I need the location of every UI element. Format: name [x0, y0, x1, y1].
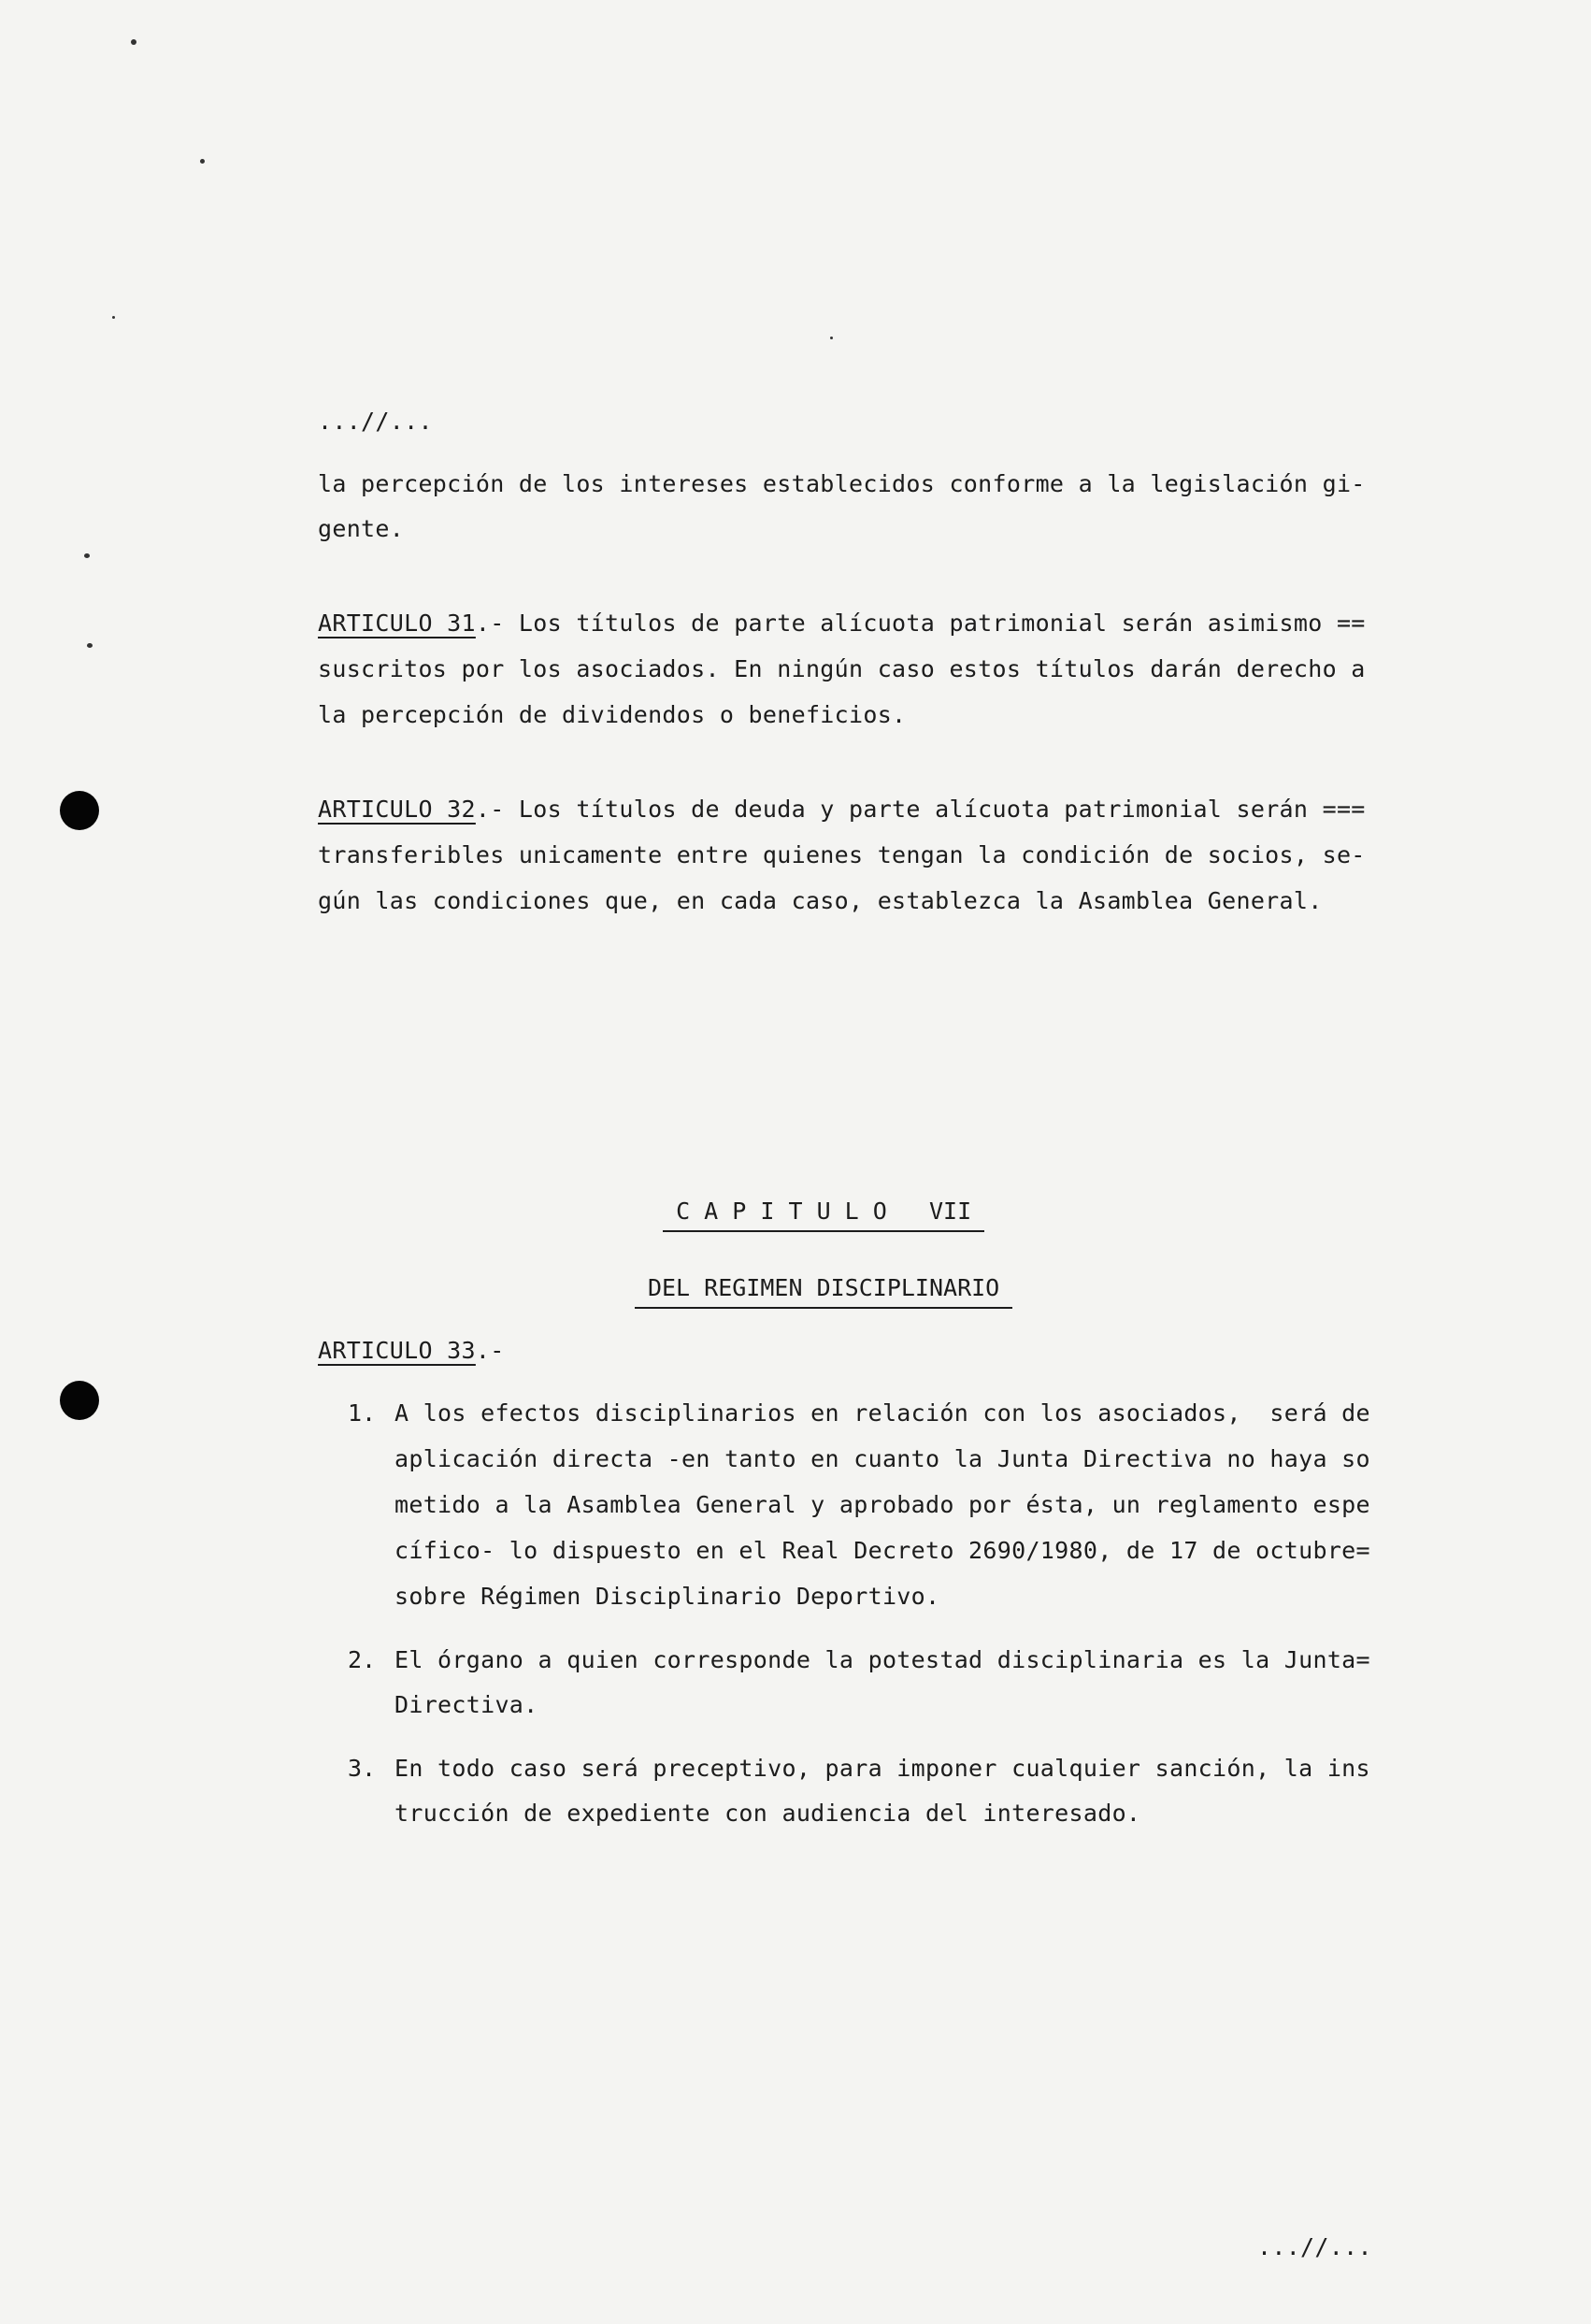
scan-speck: [84, 553, 90, 558]
list-item-number: 3.: [348, 1755, 377, 1782]
chapter-title: [0, 1169, 1591, 1254]
articulo-33-label: ARTICULO 33: [318, 1337, 476, 1364]
scan-speck: [87, 643, 93, 648]
list-item-line: En todo caso será preceptivo, para imponer cualquier sanción, la ins: [394, 1755, 1370, 1782]
list-item-line: aplicación directa -en tanto en cuanto la Junta Directiva no haya so: [394, 1445, 1370, 1472]
chapter-subtitle: [0, 1246, 1591, 1330]
list-item-line: Directiva.: [394, 1691, 538, 1718]
list-item-number: 1.: [348, 1399, 377, 1427]
articulo-31-line: la percepción de dividendos o beneficios.: [318, 701, 907, 728]
header-continuation: ...//...: [318, 408, 433, 435]
articulo-31-label: ARTICULO 31: [318, 610, 476, 637]
footer-continuation: ...//...: [1257, 2233, 1372, 2260]
list-item-number: 2.: [348, 1646, 377, 1673]
articulo-32-label: ARTICULO 32: [318, 796, 476, 823]
punch-hole-top: [60, 791, 99, 830]
articulo-32-text: .- Los títulos de deuda y parte alícuota patrimonial serán ===: [475, 796, 1366, 823]
scan-speck: [200, 159, 205, 164]
list-item-line: metido a la Asamblea General y aprobado por ésta, un reglamento espe: [394, 1491, 1370, 1518]
intro-line: gente.: [318, 515, 405, 542]
articulo-31-text: .- Los títulos de parte alícuota patrimonial serán asimismo ==: [475, 610, 1366, 637]
chapter-title-text: C A P I T U L O VII: [663, 1198, 984, 1232]
list-item-line: A los efectos disciplinarios en relación con los asociados, será de: [394, 1399, 1370, 1427]
list-item-line: trucción de expediente con audiencia del interesado.: [394, 1800, 1141, 1827]
scan-speck: [112, 316, 115, 319]
list-item-line: sobre Régimen Disciplinario Deportivo.: [394, 1583, 940, 1610]
chapter-subtitle-text: DEL REGIMEN DISCIPLINARIO: [635, 1274, 1012, 1309]
articulo-32-line: gún las condiciones que, en cada caso, establezca la Asamblea General.: [318, 887, 1323, 914]
list-item-line: El órgano a quien corresponde la potestad disciplinaria es la Junta=: [394, 1646, 1370, 1673]
scan-speck: [830, 337, 833, 339]
punch-hole-bottom: [60, 1381, 99, 1420]
articulo-33-heading: [318, 1337, 505, 1365]
articulo-32-line: transferibles unicamente entre quienes tengan la condición de socios, se-: [318, 841, 1366, 868]
intro-line: la percepción de los intereses establecidos conforme a la legislación gi-: [318, 470, 1366, 497]
articulo-31-line: suscritos por los asociados. En ningún caso estos títulos darán derecho a: [318, 655, 1366, 682]
list-item-line: cífico- lo dispuesto en el Real Decreto 2690/1980, de 17 de octubre=: [394, 1537, 1370, 1564]
articulo-32-line: [318, 796, 1366, 824]
scan-speck: [131, 39, 136, 45]
articulo-33-suffix: .-: [475, 1337, 505, 1364]
articulo-31-line: [318, 610, 1366, 638]
